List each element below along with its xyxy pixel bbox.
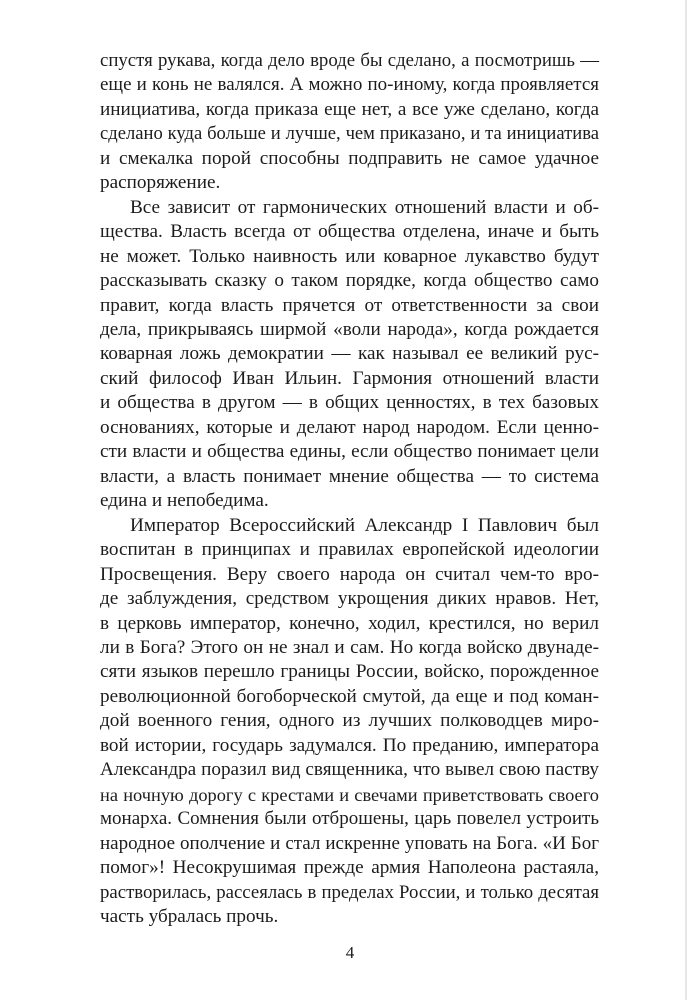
text-line: не может. Только наивность или коварное лукавство будут [100, 246, 599, 267]
text-line: Александра поразил вид священника, что вывел свою паству [100, 759, 599, 780]
text-line: воспитан в принципах и правилах европейской идеологии [100, 539, 599, 560]
text-line: и общества в другом — в общих ценностях, в тех базовых [100, 392, 599, 413]
text-line: де заблуждения, средством укрощения диких нравов. Нет, [100, 588, 599, 609]
text-line: основаниях, которые и делают народ народом. Если ценно- [100, 417, 599, 438]
text-line: революционной богоборческой смутой, да еще и под коман- [100, 686, 599, 707]
text-line: распоряжение. [100, 172, 221, 193]
text-line: народное ополчение и стал искренне уповать на Бога. «И Бог [100, 833, 599, 854]
text-line: сяти языков перешло границы России, войско, порожденное [100, 661, 599, 682]
text-line: и смекалка порой способны подправить не самое удачное [100, 148, 599, 169]
text-line: ский философ Иван Ильин. Гармония отношений власти [100, 368, 599, 389]
text-line: инициатива, когда приказа еще нет, а все уже сделано, когда [100, 99, 599, 120]
text-line: коварная ложь демократии — как называл ее великий рус- [100, 343, 599, 364]
text-line: еще и конь не валялся. А можно по-иному, когда проявляется [100, 74, 599, 95]
page-number: 4 [345, 943, 355, 962]
text-line: часть убралась прочь. [100, 906, 279, 927]
text-line: рассказывать сказку о таком порядке, когда общество само [100, 270, 599, 291]
text-line: дела, прикрываясь ширмой «воли народа», когда рождается [100, 319, 599, 340]
text-line: правит, когда власть прячется от ответственности за свои [100, 295, 599, 316]
text-line: на ночную дорогу с крестами и свечами приветствовать своего [100, 785, 599, 805]
text-line: сделано куда больше и лучше, чем приказано, и та инициатива [100, 123, 599, 144]
text-line: вой истории, государь задумался. По преданию, императора [100, 735, 599, 756]
text-line: ли в Бога? Этого он не знал и сам. Но когда войско двунаде- [100, 637, 599, 658]
text-line: дой военного гения, одного из лучших полководцев миро- [100, 710, 599, 731]
text-line: помог»! Несокрушимая прежде армия Наполеона растаяла, [100, 857, 599, 878]
text-line: едина и непобедима. [100, 490, 269, 511]
text-line: власти, а власть понимает мнение общества — то система [100, 466, 599, 487]
text-line: растворилась, рассеялась в пределах России, и только десятая [100, 882, 599, 903]
text-line: спустя рукава, когда дело вроде бы сделано, а посмотришь — [100, 50, 599, 71]
paragraph-first-line: Император Всероссийский Александр I Павлович был [130, 515, 599, 536]
text-line: Просвещения. Веру своего народа он считал чем-то вро- [100, 564, 599, 585]
text-line: щества. Власть всегда от общества отделена, иначе и быть [100, 221, 599, 242]
text-line: сти власти и общества едины, если общество понимает цели [100, 441, 599, 462]
text-line: монарха. Сомнения были отброшены, царь повелел устроить [100, 808, 599, 829]
text-line: в церковь император, конечно, ходил, крестился, но верил [100, 613, 599, 634]
paragraph-first-line: Все зависит от гармонических отношений власти и об- [130, 197, 599, 218]
